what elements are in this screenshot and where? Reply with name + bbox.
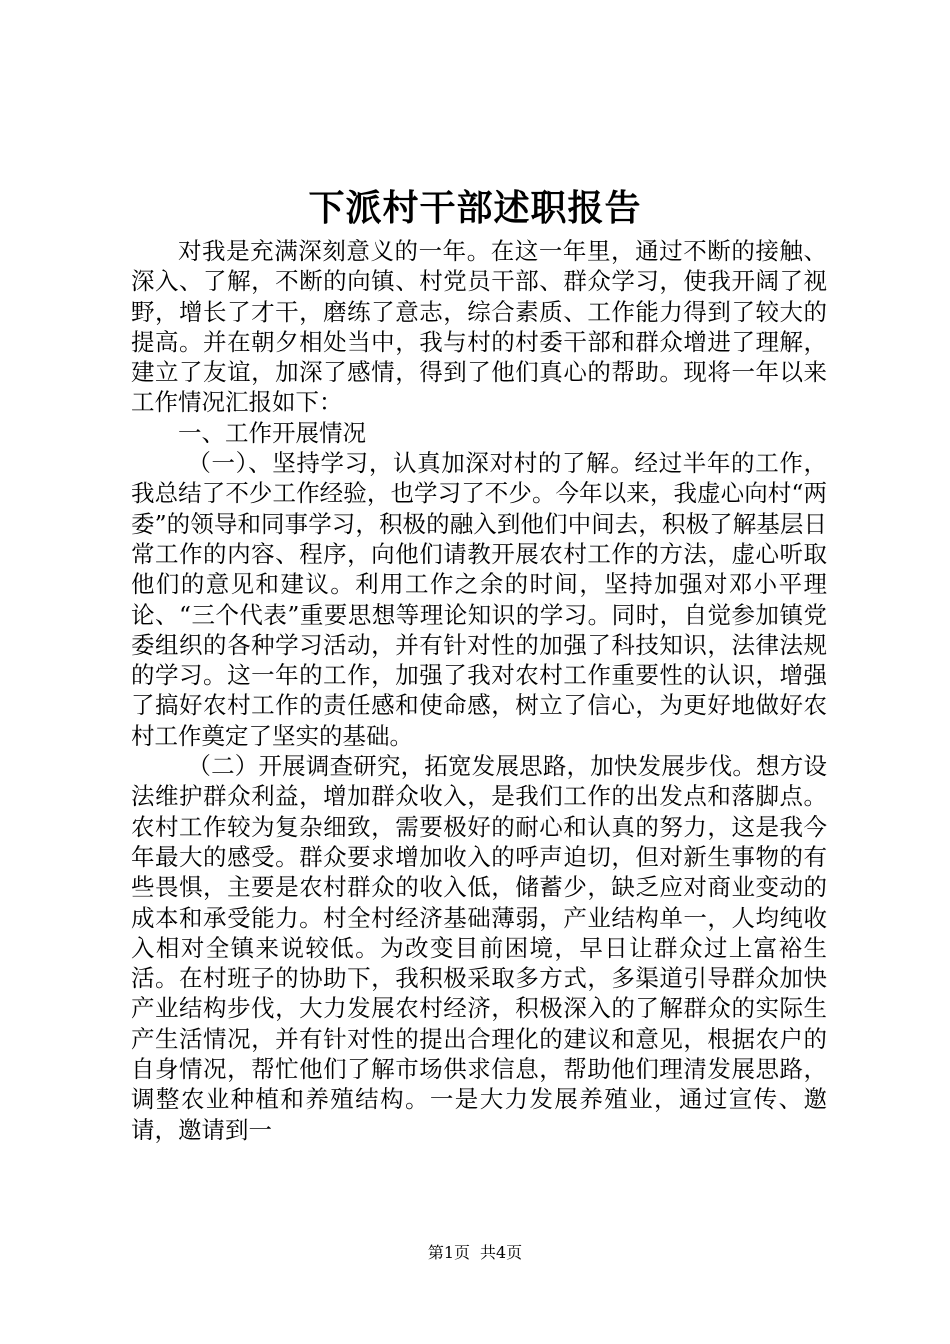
page-total: 共4页 [480, 1243, 523, 1262]
subsection-1-paragraph: （一）、坚持学习，认真加深对村的了解。经过半年的工作，我总结了不少工作经验，也学习了不少。今年以来，我虚心向村“两委”的领导和同事学习，积极的融入到他们中间去，积极了解基层日常工作的内容、程序，向他们请教开展农村工作的方法，虚心听取他们的意见和建议。利用工作之余的时间，坚持加强对邓小平理论、“三个代表”重要思想等理论知识的学习。同时，自觉参加镇党委组织的各种学习活动，并有针对性的加强了科技知识，法律法规的学习。这一年的工作，加强了我对农村工作重要性的认识，增强了搞好农村工作的责任感和使命感，树立了信心，为更好地做好农村工作奠定了坚实的基础。 [131, 449, 827, 750]
document-title: 下派村干部述职报告 [308, 187, 642, 229]
intro-paragraph: 对我是充满深刻意义的一年。在这一年里，通过不断的接触、深入、了解，不断的向镇、村党员干部、群众学习，使我开阔了视野，增长了才干，磨练了意志，综合素质、工作能力得到了较大的提高。并在朝夕相处当中，我与村的村委干部和群众增进了理解，建立了友谊，加深了感情，得到了他们真心的帮助。现将一年以来工作情况汇报如下： [131, 237, 827, 417]
section-heading: 一、工作开展情况 [178, 418, 366, 447]
subsection-2-paragraph: （二）开展调查研究，拓宽发展思路，加快发展步伐。想方设法维护群众利益，增加群众收入，是我们工作的出发点和落脚点。农村工作较为复杂细致，需要极好的耐心和认真的努力，这是我今年最大的感受。群众要求增加收入的呼声迫切，但对新生事物的有些畏惧，主要是农村群众的收入低，储蓄少，缺乏应对商业变动的成本和承受能力。村全村经济基础薄弱，产业结构单一，人均纯收入相对全镇来说较低。为改变目前困境，早日让群众过上富裕生活。在村班子的协助下，我积极采取多方式，多渠道引导群众加快产业结构步伐，大力发展农村经济，积极深入的了解群众的实际生产生活情况，并有针对性的提出合理化的建议和意见，根据农户的自身情况，帮忙他们了解市场供求信息，帮助他们理清发展思路，调整农业种植和养殖结构。一是大力发展养殖业，通过宣传、邀请，邀请到一 [131, 752, 827, 1144]
page-footer [0, 1242, 950, 1264]
document-body [131, 236, 827, 1145]
page-number: 第1页 [427, 1243, 470, 1262]
